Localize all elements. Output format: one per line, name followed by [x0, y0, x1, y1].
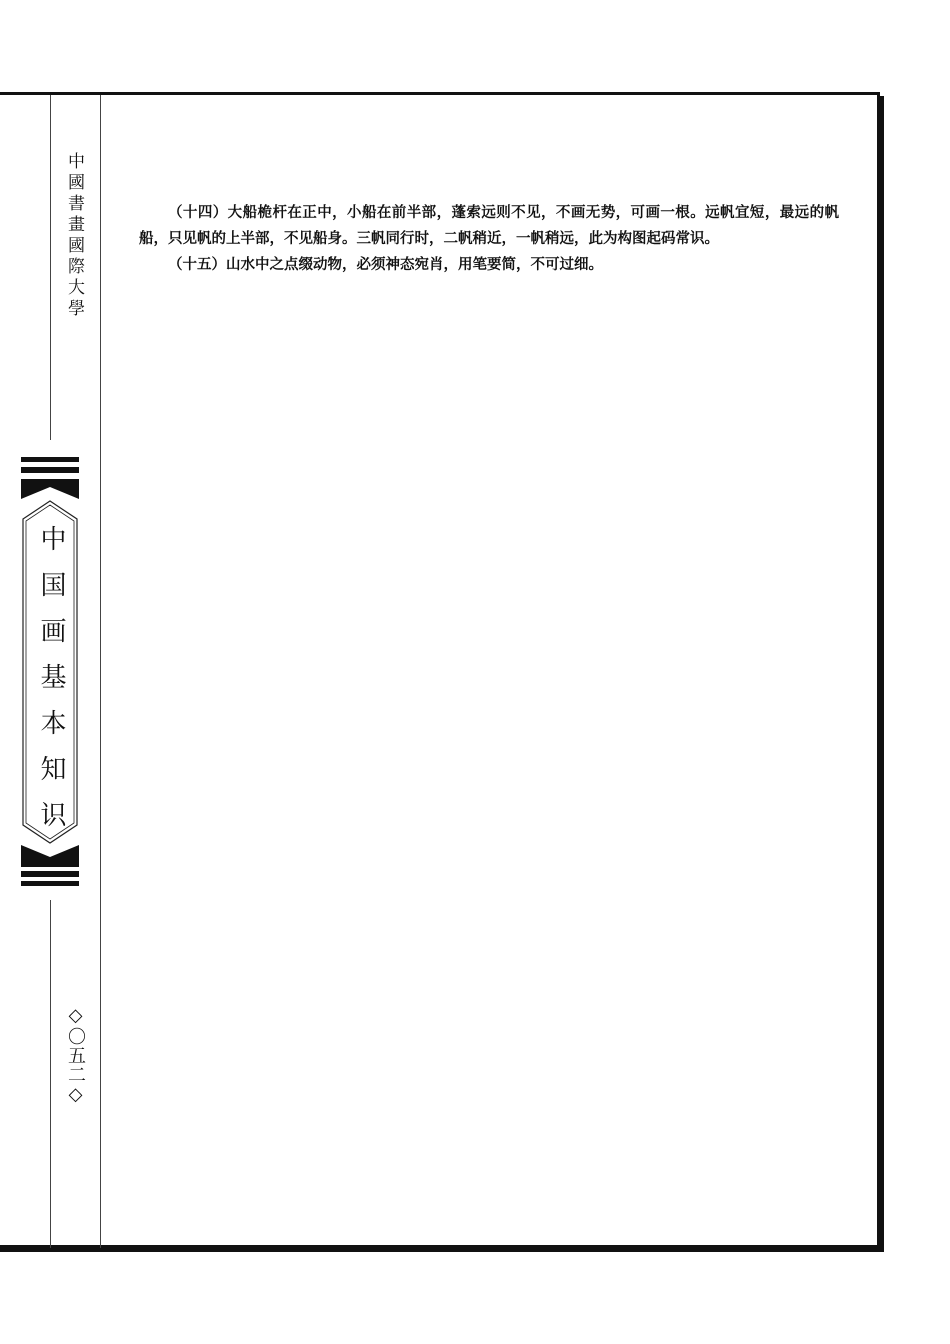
paragraph: （十五）山水中之点缀动物，必须神态宛肖，用笔要简，不可过细。: [168, 256, 603, 273]
page-number: ◇〇五二◇: [65, 1005, 86, 1106]
frame-shadow: [0, 1248, 884, 1252]
body-text: [139, 200, 839, 278]
paragraph: （十四）大船桅杆在正中，小船在前半部，蓬索远则不见，不画无势，可画一根。远帆宜短，最远的帆船，只见帆的上半部，不见船身。三帆同行时，二帆稍近，一帆稍远，此为构图起码常识。: [139, 204, 839, 247]
sidebar-rule: [100, 95, 101, 1248]
university-title: 中國書畫國際大學: [64, 152, 84, 320]
book-title: 中国画基本知识: [36, 525, 66, 847]
frame-shadow: [880, 96, 884, 1252]
